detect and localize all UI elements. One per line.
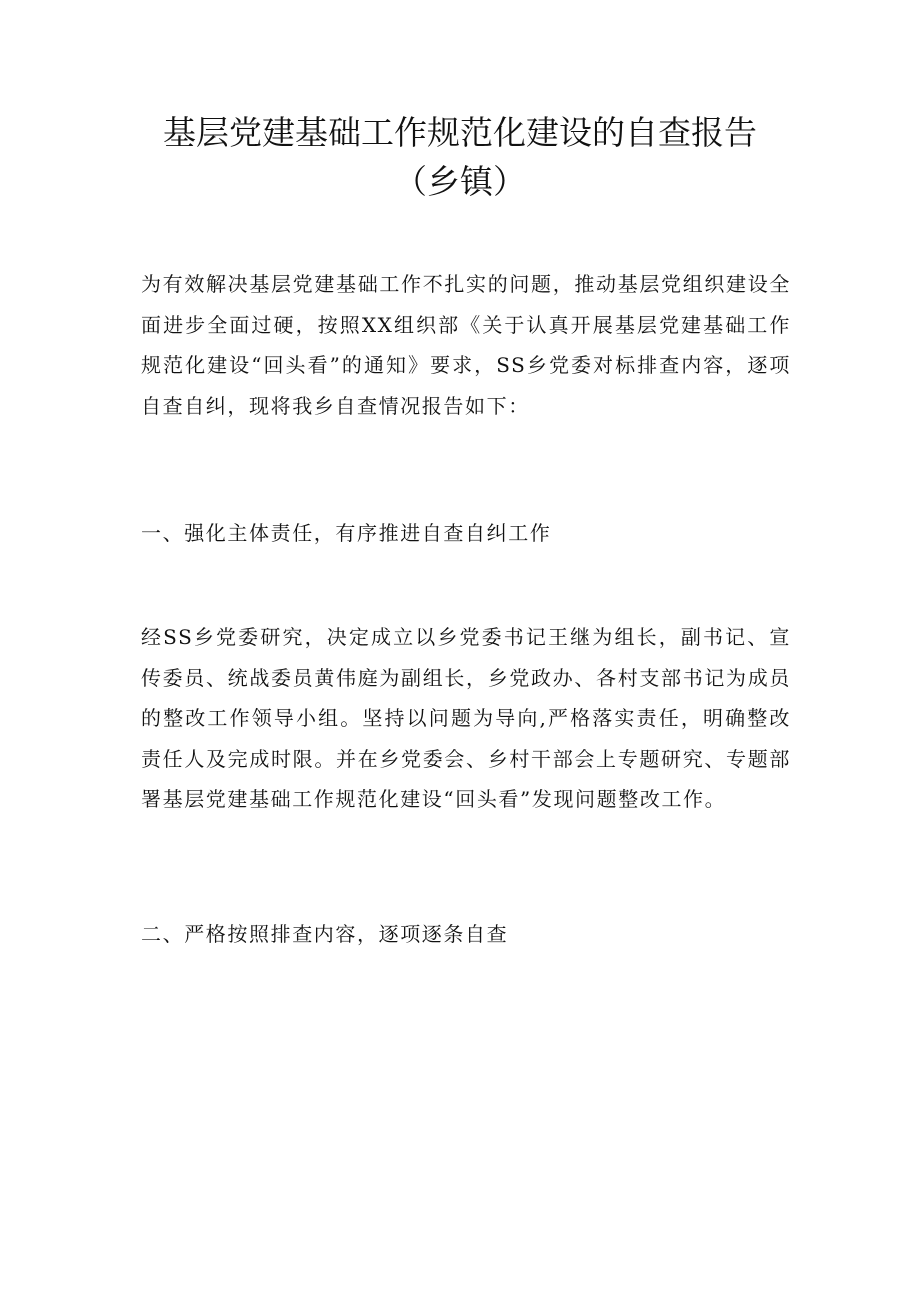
- document-subtitle: （乡镇）: [394, 162, 526, 201]
- intro-paragraph: 为有效解决基层党建基础工作不扎实的问题，推动基层党组织建设全面进步全面过硬，按照XX组织部《关于认真开展基层党建基础工作规范化建设“回头看”的通知》要求，SS乡党委对标排查内容，逐项自查自纠，现将我乡自查情况报告如下：: [141, 272, 791, 418]
- document-title: 基层党建基础工作规范化建设的自查报告: [163, 113, 757, 152]
- section-1-heading: 一、强化主体责任，有序推进自查自纠工作: [141, 521, 552, 545]
- section-1-body: 经SS乡党委研究，决定成立以乡党委书记王继为组长，副书记、宣传委员、统战委员黄伟庭为副组长，乡党政办、各村支部书记为成员的整改工作领导小组。坚持以问题为导向,严格落实责任，明确整改责任人及完成时限。并在乡党委会、乡村干部会上专题研究、专题部署基层党建基础工作规范化建设“回头看”发现问题整改工作。: [141, 625, 791, 811]
- section-2-heading: 二、严格按照排查内容，逐项逐条自查: [141, 922, 509, 946]
